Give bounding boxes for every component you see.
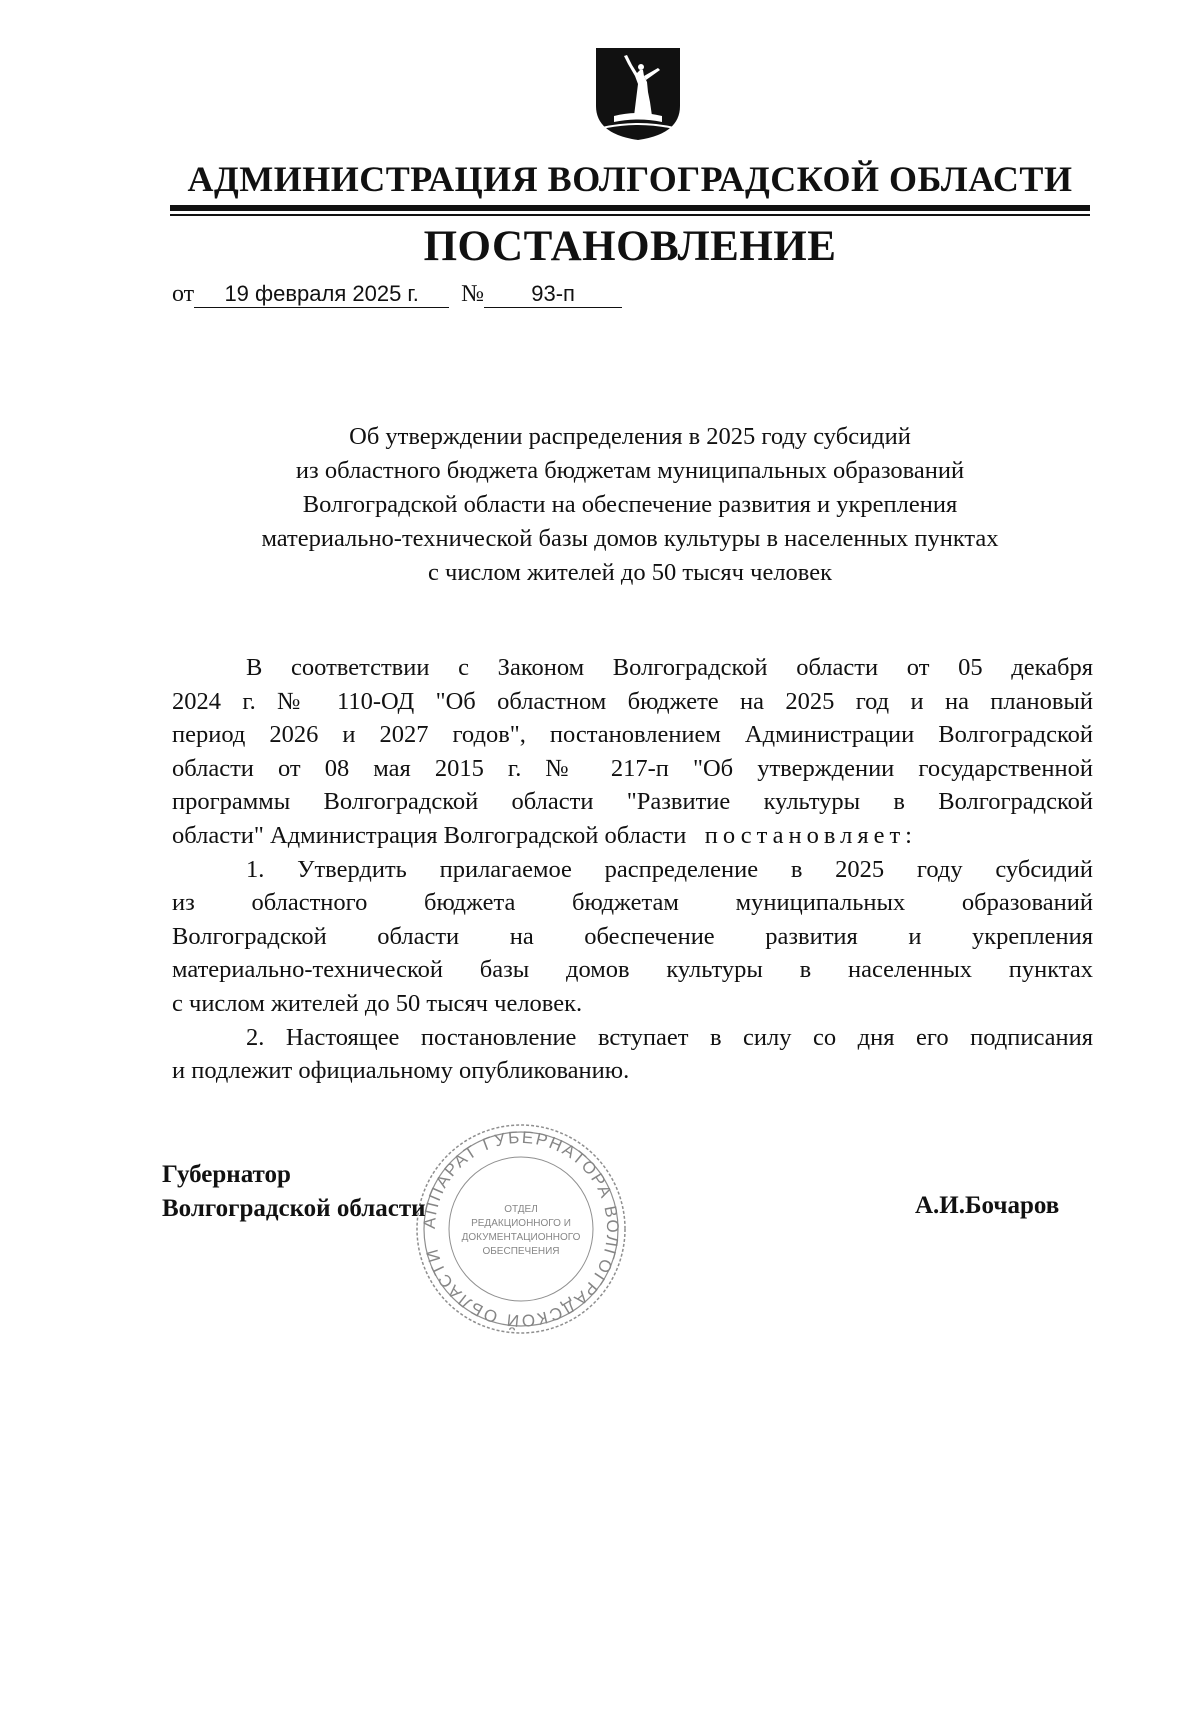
item1-line: из областного бюджета бюджетам муниципальных образований (172, 889, 1093, 917)
title-line: Волгоградской области на обеспечение развития и укрепления (302, 491, 958, 518)
decree-word: постановляет: (704, 821, 917, 849)
document-type-heading: ПОСТАНОВЛЕНИЕ (423, 223, 837, 270)
document-number: 93-п (484, 281, 622, 308)
date-prefix: от (172, 281, 195, 307)
preamble-line: программы Волгоградской области "Развитие культуры в Волгоградской (172, 788, 1093, 816)
preamble-line: В соответствии с Законом Волгоградской области от 05 декабря (246, 654, 1093, 681)
header-rule-thick (170, 205, 1090, 211)
item2-last-line: и подлежит официальному опубликованию. (172, 1057, 630, 1085)
signatory-position (162, 1158, 426, 1226)
stamp-outer-text: АППАРАТ ГУБЕРНАТОРА ВОЛГОГРАДСКОЙ ОБЛАСТИ (419, 1127, 623, 1331)
header-rule-thin (170, 214, 1090, 216)
preamble-last-text: области" Администрация Волгоградской области (172, 821, 687, 849)
preamble-line: период 2026 и 2027 годов", постановлением Администрации Волгоградской (172, 721, 1093, 749)
item1-line: материально-технической базы домов культуры в населенных пунктах (172, 956, 1093, 984)
stamp-center-line: ОТДЕЛ (504, 1204, 538, 1215)
title-line: с числом жителей до 50 тысяч человек (428, 559, 832, 586)
document-body (172, 651, 1093, 1088)
organization-name: АДМИНИСТРАЦИЯ ВОЛГОГРАДСКОЙ ОБЛАСТИ (187, 159, 1073, 199)
title-line: из областного бюджета бюджетам муниципальных образований (295, 457, 965, 484)
item1-line: Волгоградской области на обеспечение развития и укрепления (172, 922, 1093, 950)
preamble-line: области от 08 мая 2015 г. № 217-п "Об утверждении государственной (172, 754, 1093, 782)
document-title (180, 420, 1080, 590)
title-line: материально-технической базы домов культуры в населенных пунктах (261, 525, 999, 552)
signatory-role-line: Волгоградской области (162, 1195, 426, 1222)
stamp-center-line: ОБЕСПЕЧЕНИЯ (482, 1246, 560, 1257)
stamp-center-line: ДОКУМЕНТАЦИОННОГО (461, 1232, 581, 1243)
item2-line: 2. Настоящее постановление вступает в силу со дня его подписания (246, 1023, 1093, 1051)
document-date: 19 февраля 2025 г. (194, 281, 449, 308)
coat-of-arms-emblem (594, 46, 682, 142)
preamble-line: 2024 г. № 110-ОД "Об областном бюджете на 2025 год и на плановый (172, 687, 1093, 715)
title-line: Об утверждении распределения в 2025 году субсидий (349, 423, 911, 450)
item1-line: 1. Утвердить прилагаемое распределение в 2025 году субсидий (246, 855, 1093, 883)
number-sign: № (461, 281, 485, 307)
signatory-role-line: Губернатор (162, 1161, 291, 1188)
signatory-name: А.И.Бочаров (915, 1192, 1060, 1219)
stamp-center-line: РЕДАКЦИОННОГО И (471, 1218, 571, 1229)
registration-line (172, 281, 622, 308)
preamble-last-line (172, 819, 1093, 853)
item1-last-line: с числом жителей до 50 тысяч человек. (172, 989, 583, 1017)
official-stamp (412, 1120, 630, 1338)
